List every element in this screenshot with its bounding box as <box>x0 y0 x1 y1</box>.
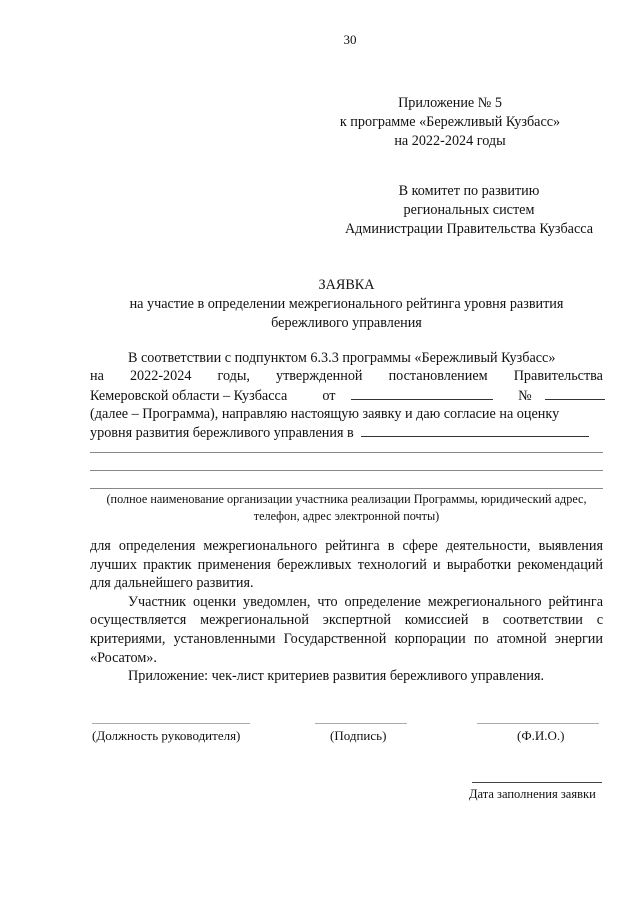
annex-number: Приложение № 5 <box>398 95 502 111</box>
body-paragraph-2: Участник оценки уведомлен, что определение межрегионального рейтинга осуществляется межрегиональной экспертной комиссией в соответствии с критериями, установленными Государственной корпорации по атомной энергии «Росатом». <box>90 593 603 666</box>
addressee-line-2: региональных систем <box>403 202 535 218</box>
date-blank-field[interactable] <box>351 386 493 400</box>
title-subtitle-1: на участие в определении межрегионального рейтинга уровня развития <box>129 296 564 312</box>
organization-caption: (полное наименование организации участника реализации Программы, юридический адрес, телефон, адрес электронной почты) <box>106 492 587 523</box>
from-label: от <box>322 388 336 404</box>
addressee-line-1: В комитет по развитию <box>398 183 540 199</box>
request-line-5: уровня развития бережливого управления в <box>90 423 603 443</box>
organization-line-3[interactable] <box>90 488 603 489</box>
document-title <box>90 276 603 333</box>
position-label: (Должность руководителя) <box>92 728 241 743</box>
number-blank-field[interactable] <box>545 386 605 400</box>
request-line-4: (далее – Программа), направляю настоящую заявку и даю согласие на оценку <box>90 406 560 422</box>
annex-header <box>300 94 600 151</box>
region-text: Кемеровской области – Кузбасса <box>90 388 288 404</box>
request-line-3 <box>90 386 603 406</box>
fill-date-line[interactable] <box>472 782 602 783</box>
name-signature-line[interactable] <box>477 723 599 724</box>
organization-line-2[interactable] <box>90 470 603 471</box>
signature-label: (Подпись) <box>330 728 387 743</box>
title-subtitle-2: бережливого управления <box>271 315 422 331</box>
request-line-2: на 2022-2024 годы, утвержденной постановлением Правительства <box>90 368 603 384</box>
organization-blank-field[interactable] <box>361 423 589 437</box>
addressee-line-3: Администрации Правительства Кузбасса <box>344 221 594 237</box>
fill-date-label: Дата заполнения заявки <box>469 787 596 801</box>
annex-program: к программе «Бережливый Кузбасс» <box>339 114 561 130</box>
request-line-1 <box>128 349 603 368</box>
position-signature-line[interactable] <box>92 723 250 724</box>
number-label: № <box>518 388 532 404</box>
request-line-1-text: В соответствии с подпунктом 6.3.3 программы «Бережливый Кузбасс» <box>128 350 556 366</box>
body-paragraph-1: для определения межрегионального рейтинга в сфере деятельности, выявления лучших практик применения бережливых технологий и выработки рекомендаций для дальнейшего развития. <box>90 538 603 592</box>
page-number: 30 <box>343 32 357 47</box>
name-label: (Ф.И.О.) <box>517 728 565 743</box>
body-paragraph-3: Приложение: чек-лист критериев развития бережливого управления. <box>128 668 545 685</box>
addressee-block <box>330 182 608 239</box>
organization-line-1[interactable] <box>90 452 603 453</box>
signature-line[interactable] <box>315 723 407 724</box>
annex-years: на 2022-2024 годы <box>394 133 506 149</box>
title-heading: ЗАЯВКА <box>318 277 375 293</box>
body-text <box>90 537 603 686</box>
